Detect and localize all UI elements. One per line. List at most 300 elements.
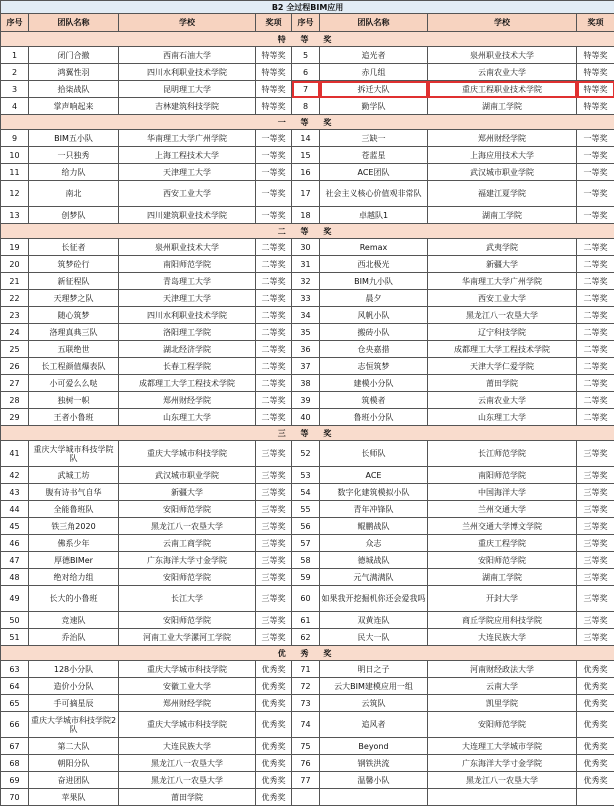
right-rank-cell: 15 <box>292 147 320 164</box>
right-team-name-cell: 民大一队 <box>320 629 428 646</box>
right-award-cell: 一等奖 <box>577 207 614 224</box>
left-award-cell: 二等奖 <box>256 290 292 307</box>
left-school-cell: 云南工商学院 <box>119 535 256 552</box>
table-row <box>1 712 614 738</box>
right-team-name-cell: 青年冲锋队 <box>320 501 428 518</box>
left-team-name-cell: 王者小鲁班 <box>29 409 119 426</box>
left-award-cell: 三等奖 <box>256 629 292 646</box>
left-award-cell: 三等奖 <box>256 501 292 518</box>
left-award-cell: 优秀奖 <box>256 755 292 772</box>
left-school-cell: 安徽工业大学 <box>119 678 256 695</box>
table-title: B2 全过程BIM应用 <box>1 1 614 14</box>
left-school-cell: 成都理工大学工程技术学院 <box>119 375 256 392</box>
left-award-cell: 二等奖 <box>256 358 292 375</box>
right-school-cell: 重庆工程学院 <box>428 535 577 552</box>
table-row <box>1 629 614 646</box>
right-school-cell: 黑龙江八一农垦大学 <box>428 772 577 789</box>
left-rank-cell: 10 <box>1 147 29 164</box>
right-team-name-cell: 西北极光 <box>320 256 428 273</box>
left-team-name-cell: 筑梦砼行 <box>29 256 119 273</box>
right-rank-cell: 73 <box>292 695 320 712</box>
left-school-cell: 天津理工大学 <box>119 290 256 307</box>
left-team-name-cell: 一只独秀 <box>29 147 119 164</box>
header-cell: 团队名称 <box>29 14 119 32</box>
table-row <box>1 324 614 341</box>
left-award-cell: 优秀奖 <box>256 789 292 806</box>
right-school-cell: 山东理工大学 <box>428 409 577 426</box>
table-row <box>1 789 614 806</box>
right-team-name-cell: 云筑队 <box>320 695 428 712</box>
right-team-name-cell: 追光者 <box>320 47 428 64</box>
left-rank-cell: 64 <box>1 678 29 695</box>
table-row <box>1 181 614 207</box>
left-award-cell: 三等奖 <box>256 586 292 612</box>
right-rank-cell: 53 <box>292 467 320 484</box>
left-team-name-cell: 奋进团队 <box>29 772 119 789</box>
right-rank-cell: 58 <box>292 552 320 569</box>
table-row <box>1 409 614 426</box>
table-row <box>1 661 614 678</box>
right-award-cell: 二等奖 <box>577 341 614 358</box>
left-school-cell: 安阳师范学院 <box>119 569 256 586</box>
right-team-name-cell: 追风者 <box>320 712 428 738</box>
table-row <box>1 678 614 695</box>
table-row <box>1 164 614 181</box>
left-school-cell: 西南石油大学 <box>119 47 256 64</box>
left-award-cell: 优秀奖 <box>256 712 292 738</box>
right-school-cell: 辽宁科技学院 <box>428 324 577 341</box>
right-rank-cell: 39 <box>292 392 320 409</box>
left-team-name-cell: 五联绝世 <box>29 341 119 358</box>
header-cell: 学校 <box>119 14 256 32</box>
section-header-row <box>1 426 614 441</box>
right-award-cell: 三等奖 <box>577 518 614 535</box>
right-award-cell: 三等奖 <box>577 612 614 629</box>
right-rank-cell: 55 <box>292 501 320 518</box>
right-award-cell: 优秀奖 <box>577 755 614 772</box>
right-team-name-cell: 德城战队 <box>320 552 428 569</box>
left-team-name-cell: 闭门合撤 <box>29 47 119 64</box>
table-row <box>1 772 614 789</box>
table-row <box>1 64 614 81</box>
right-school-cell: 商丘学院应用科技学院 <box>428 612 577 629</box>
right-rank-cell: 14 <box>292 130 320 147</box>
left-team-name-cell: 128小分队 <box>29 661 119 678</box>
table-row <box>1 207 614 224</box>
left-award-cell: 二等奖 <box>256 256 292 273</box>
right-school-cell: 长江师范学院 <box>428 441 577 467</box>
header-cell: 序号 <box>1 14 29 32</box>
right-school-cell: 湖南工学院 <box>428 569 577 586</box>
right-team-name-cell: 拆迁大队 <box>320 81 428 98</box>
left-school-cell: 长春工程学院 <box>119 358 256 375</box>
right-school-cell: 安阳师范学院 <box>428 712 577 738</box>
right-rank-cell: 36 <box>292 341 320 358</box>
section-label: 三 等 奖 <box>1 426 614 441</box>
right-award-cell: 特等奖 <box>577 47 614 64</box>
right-rank-cell <box>292 789 320 806</box>
right-award-cell: 三等奖 <box>577 441 614 467</box>
header-cell: 奖项 <box>256 14 292 32</box>
left-award-cell: 一等奖 <box>256 181 292 207</box>
right-school-cell: 成都理工大学工程技术学院 <box>428 341 577 358</box>
right-award-cell: 优秀奖 <box>577 772 614 789</box>
left-school-cell: 河南工业大学漯河工学院 <box>119 629 256 646</box>
right-team-name-cell: 赤几组 <box>320 64 428 81</box>
section-label: 一 等 奖 <box>1 115 614 130</box>
right-school-cell: 泉州职业技术大学 <box>428 47 577 64</box>
table-row <box>1 518 614 535</box>
right-school-cell: 郑州财经学院 <box>428 130 577 147</box>
left-award-cell: 一等奖 <box>256 207 292 224</box>
left-team-name-cell: 鸿翼性羽 <box>29 64 119 81</box>
right-team-name-cell: 仓央嘉措 <box>320 341 428 358</box>
left-school-cell: 山东理工大学 <box>119 409 256 426</box>
right-award-cell: 一等奖 <box>577 164 614 181</box>
right-award-cell: 三等奖 <box>577 569 614 586</box>
right-award-cell: 二等奖 <box>577 239 614 256</box>
left-school-cell: 湖北经济学院 <box>119 341 256 358</box>
left-award-cell: 特等奖 <box>256 81 292 98</box>
left-team-name-cell: 洛理真典三队 <box>29 324 119 341</box>
left-team-name-cell: 拾柒战队 <box>29 81 119 98</box>
section-label: 二 等 奖 <box>1 224 614 239</box>
table-row <box>1 375 614 392</box>
right-team-name-cell: ACE团队 <box>320 164 428 181</box>
right-rank-cell: 18 <box>292 207 320 224</box>
left-school-cell: 四川建筑职业技术学院 <box>119 207 256 224</box>
left-award-cell: 优秀奖 <box>256 772 292 789</box>
left-award-cell: 优秀奖 <box>256 695 292 712</box>
left-school-cell: 安阳师范学院 <box>119 501 256 518</box>
right-award-cell: 三等奖 <box>577 467 614 484</box>
left-rank-cell: 9 <box>1 130 29 147</box>
right-award-cell: 二等奖 <box>577 290 614 307</box>
left-team-name-cell: 全能鲁班队 <box>29 501 119 518</box>
left-rank-cell: 26 <box>1 358 29 375</box>
left-school-cell: 吉林建筑科技学院 <box>119 98 256 115</box>
left-rank-cell: 1 <box>1 47 29 64</box>
right-school-cell: 华南理工大学广州学院 <box>428 273 577 290</box>
left-award-cell: 二等奖 <box>256 307 292 324</box>
right-school-cell: 安阳师范学院 <box>428 552 577 569</box>
section-header-row <box>1 32 614 47</box>
right-team-name-cell: 明日之子 <box>320 661 428 678</box>
right-rank-cell: 35 <box>292 324 320 341</box>
table-title-row <box>1 1 614 14</box>
right-school-cell: 南阳师范学院 <box>428 467 577 484</box>
right-rank-cell: 59 <box>292 569 320 586</box>
right-rank-cell: 77 <box>292 772 320 789</box>
table-row <box>1 392 614 409</box>
left-rank-cell: 11 <box>1 164 29 181</box>
right-team-name-cell: 勤学队 <box>320 98 428 115</box>
right-school-cell: 武汉城市职业学院 <box>428 164 577 181</box>
right-school-cell: 云南农业大学 <box>428 392 577 409</box>
left-rank-cell: 23 <box>1 307 29 324</box>
section-header-row <box>1 115 614 130</box>
left-team-name-cell: 掌声响起来 <box>29 98 119 115</box>
right-rank-cell: 33 <box>292 290 320 307</box>
right-team-name-cell: 如果我开挖掘机你还会爱我吗 <box>320 586 428 612</box>
left-school-cell: 大连民族大学 <box>119 738 256 755</box>
left-team-name-cell: 天理梦之队 <box>29 290 119 307</box>
right-school-cell: 上海应用技术大学 <box>428 147 577 164</box>
table-row <box>1 569 614 586</box>
right-team-name-cell: ACE <box>320 467 428 484</box>
right-rank-cell: 56 <box>292 518 320 535</box>
left-award-cell: 一等奖 <box>256 147 292 164</box>
left-school-cell: 新疆大学 <box>119 484 256 501</box>
right-rank-cell: 16 <box>292 164 320 181</box>
right-school-cell: 大连民族大学 <box>428 629 577 646</box>
table-row <box>1 81 614 98</box>
right-award-cell: 特等奖 <box>577 98 614 115</box>
left-rank-cell: 69 <box>1 772 29 789</box>
left-rank-cell: 68 <box>1 755 29 772</box>
left-school-cell: 重庆大学城市科技学院 <box>119 661 256 678</box>
right-team-name-cell: 卓越队1 <box>320 207 428 224</box>
left-rank-cell: 27 <box>1 375 29 392</box>
left-rank-cell: 19 <box>1 239 29 256</box>
left-award-cell: 二等奖 <box>256 273 292 290</box>
header-cell: 奖项 <box>577 14 614 32</box>
left-school-cell: 黑龙江八一农垦大学 <box>119 518 256 535</box>
left-team-name-cell: 竞速队 <box>29 612 119 629</box>
right-rank-cell: 71 <box>292 661 320 678</box>
table-row <box>1 441 614 467</box>
table-row <box>1 612 614 629</box>
left-rank-cell: 67 <box>1 738 29 755</box>
left-school-cell: 青岛理工大学 <box>119 273 256 290</box>
right-award-cell: 二等奖 <box>577 409 614 426</box>
right-rank-cell: 60 <box>292 586 320 612</box>
left-school-cell: 郑州财经学院 <box>119 392 256 409</box>
table-row <box>1 307 614 324</box>
left-team-name-cell: 独树一帜 <box>29 392 119 409</box>
right-team-name-cell: 志恒筑梦 <box>320 358 428 375</box>
left-team-name-cell: 铁三角2020 <box>29 518 119 535</box>
table-row <box>1 552 614 569</box>
right-rank-cell: 61 <box>292 612 320 629</box>
right-school-cell: 云南大学 <box>428 678 577 695</box>
left-rank-cell: 42 <box>1 467 29 484</box>
right-rank-cell: 37 <box>292 358 320 375</box>
left-team-name-cell: 腹有诗书气自华 <box>29 484 119 501</box>
right-rank-cell: 74 <box>292 712 320 738</box>
right-team-name-cell: 搬砖小队 <box>320 324 428 341</box>
left-award-cell: 三等奖 <box>256 569 292 586</box>
left-school-cell: 黑龙江八一农垦大学 <box>119 755 256 772</box>
left-school-cell: 重庆大学城市科技学院 <box>119 712 256 738</box>
left-rank-cell: 43 <box>1 484 29 501</box>
left-school-cell: 四川水利职业技术学院 <box>119 307 256 324</box>
left-school-cell: 重庆大学城市科技学院 <box>119 441 256 467</box>
right-team-name-cell: 钢铁洪流 <box>320 755 428 772</box>
right-rank-cell: 30 <box>292 239 320 256</box>
left-school-cell: 武汉城市职业学院 <box>119 467 256 484</box>
left-school-cell: 莆田学院 <box>119 789 256 806</box>
right-rank-cell: 34 <box>292 307 320 324</box>
right-rank-cell: 54 <box>292 484 320 501</box>
left-team-name-cell: 手可摘星辰 <box>29 695 119 712</box>
right-rank-cell: 8 <box>292 98 320 115</box>
right-school-cell <box>428 789 577 806</box>
right-award-cell: 三等奖 <box>577 484 614 501</box>
left-rank-cell: 2 <box>1 64 29 81</box>
left-school-cell: 四川水利职业技术学院 <box>119 64 256 81</box>
section-header-row <box>1 224 614 239</box>
right-rank-cell: 7 <box>292 81 320 98</box>
left-school-cell: 南阳师范学院 <box>119 256 256 273</box>
right-award-cell: 一等奖 <box>577 147 614 164</box>
left-team-name-cell: 长大的小鲁班 <box>29 586 119 612</box>
left-school-cell: 黑龙江八一农垦大学 <box>119 772 256 789</box>
table-row <box>1 755 614 772</box>
table-row <box>1 738 614 755</box>
left-award-cell: 优秀奖 <box>256 661 292 678</box>
left-school-cell: 泉州职业技术大学 <box>119 239 256 256</box>
left-school-cell: 安阳师范学院 <box>119 612 256 629</box>
right-award-cell: 二等奖 <box>577 392 614 409</box>
table-row <box>1 535 614 552</box>
right-team-name-cell: 鲲鹏战队 <box>320 518 428 535</box>
left-rank-cell: 3 <box>1 81 29 98</box>
right-team-name-cell: 晨夕 <box>320 290 428 307</box>
left-rank-cell: 24 <box>1 324 29 341</box>
left-award-cell: 三等奖 <box>256 552 292 569</box>
right-school-cell: 兰州交通大学 <box>428 501 577 518</box>
left-team-name-cell: 新征程队 <box>29 273 119 290</box>
right-award-cell: 三等奖 <box>577 552 614 569</box>
right-rank-cell: 32 <box>292 273 320 290</box>
header-cell: 团队名称 <box>320 14 428 32</box>
right-rank-cell: 40 <box>292 409 320 426</box>
right-rank-cell: 17 <box>292 181 320 207</box>
left-rank-cell: 21 <box>1 273 29 290</box>
right-school-cell: 广东海洋大学寸金学院 <box>428 755 577 772</box>
right-school-cell: 开封大学 <box>428 586 577 612</box>
left-team-name-cell: 武城工坊 <box>29 467 119 484</box>
table-row <box>1 695 614 712</box>
right-award-cell: 三等奖 <box>577 586 614 612</box>
left-award-cell: 三等奖 <box>256 612 292 629</box>
left-award-cell: 优秀奖 <box>256 738 292 755</box>
left-school-cell: 长江大学 <box>119 586 256 612</box>
right-team-name-cell: 云大BIM建模应用一组 <box>320 678 428 695</box>
left-team-name-cell: 第二大队 <box>29 738 119 755</box>
right-school-cell: 湖南工学院 <box>428 98 577 115</box>
section-header-row <box>1 646 614 661</box>
section-label: 优 秀 奖 <box>1 646 614 661</box>
right-award-cell: 优秀奖 <box>577 695 614 712</box>
left-team-name-cell: 重庆大学城市科技学院队 <box>29 441 119 467</box>
left-rank-cell: 70 <box>1 789 29 806</box>
left-award-cell: 二等奖 <box>256 392 292 409</box>
right-team-name-cell: BIM九小队 <box>320 273 428 290</box>
right-school-cell: 福建江夏学院 <box>428 181 577 207</box>
right-award-cell: 二等奖 <box>577 273 614 290</box>
left-award-cell: 二等奖 <box>256 341 292 358</box>
table-row <box>1 273 614 290</box>
right-rank-cell: 72 <box>292 678 320 695</box>
left-rank-cell: 41 <box>1 441 29 467</box>
left-award-cell: 特等奖 <box>256 98 292 115</box>
left-rank-cell: 22 <box>1 290 29 307</box>
left-award-cell: 特等奖 <box>256 47 292 64</box>
left-award-cell: 特等奖 <box>256 64 292 81</box>
right-school-cell: 凯里学院 <box>428 695 577 712</box>
right-team-name-cell: 鲁班小分队 <box>320 409 428 426</box>
right-team-name-cell: 双黄连队 <box>320 612 428 629</box>
right-team-name-cell: 社会主义核心价值观非常队 <box>320 181 428 207</box>
left-award-cell: 三等奖 <box>256 484 292 501</box>
table-row <box>1 586 614 612</box>
left-team-name-cell: 给力队 <box>29 164 119 181</box>
left-rank-cell: 47 <box>1 552 29 569</box>
right-school-cell: 重庆工程职业技术学院 <box>428 81 577 98</box>
left-team-name-cell: 长工程颜值爆表队 <box>29 358 119 375</box>
table-row <box>1 467 614 484</box>
left-award-cell: 三等奖 <box>256 518 292 535</box>
right-award-cell: 优秀奖 <box>577 738 614 755</box>
header-cell: 学校 <box>428 14 577 32</box>
left-award-cell: 二等奖 <box>256 409 292 426</box>
table-row <box>1 147 614 164</box>
left-award-cell: 二等奖 <box>256 375 292 392</box>
table-row <box>1 290 614 307</box>
right-rank-cell: 75 <box>292 738 320 755</box>
left-rank-cell: 48 <box>1 569 29 586</box>
right-school-cell: 武夷学院 <box>428 239 577 256</box>
left-rank-cell: 4 <box>1 98 29 115</box>
left-rank-cell: 49 <box>1 586 29 612</box>
right-award-cell: 优秀奖 <box>577 661 614 678</box>
right-team-name-cell: 长师队 <box>320 441 428 467</box>
right-school-cell: 天津大学仁爱学院 <box>428 358 577 375</box>
right-award-cell: 二等奖 <box>577 307 614 324</box>
right-rank-cell: 31 <box>292 256 320 273</box>
table-row <box>1 130 614 147</box>
left-team-name-cell: 造价小分队 <box>29 678 119 695</box>
right-school-cell: 云南农业大学 <box>428 64 577 81</box>
right-award-cell: 二等奖 <box>577 256 614 273</box>
right-team-name-cell: 数字化建筑模拟小队 <box>320 484 428 501</box>
header-row <box>1 14 614 32</box>
left-rank-cell: 66 <box>1 712 29 738</box>
left-rank-cell: 45 <box>1 518 29 535</box>
left-team-name-cell: BIM五小队 <box>29 130 119 147</box>
table-row <box>1 239 614 256</box>
right-rank-cell: 5 <box>292 47 320 64</box>
left-team-name-cell: 苹果队 <box>29 789 119 806</box>
left-rank-cell: 29 <box>1 409 29 426</box>
right-award-cell: 特等奖 <box>577 64 614 81</box>
left-rank-cell: 25 <box>1 341 29 358</box>
right-team-name-cell: 三缺一 <box>320 130 428 147</box>
left-team-name-cell: 小可爱么么哒 <box>29 375 119 392</box>
right-rank-cell: 57 <box>292 535 320 552</box>
right-school-cell: 莆田学院 <box>428 375 577 392</box>
right-award-cell: 二等奖 <box>577 375 614 392</box>
right-rank-cell: 6 <box>292 64 320 81</box>
left-school-cell: 昆明理工大学 <box>119 81 256 98</box>
left-school-cell: 上海工程技术大学 <box>119 147 256 164</box>
right-award-cell: 优秀奖 <box>577 678 614 695</box>
table-row <box>1 501 614 518</box>
left-school-cell: 华南理工大学广州学院 <box>119 130 256 147</box>
right-award-cell: 一等奖 <box>577 181 614 207</box>
